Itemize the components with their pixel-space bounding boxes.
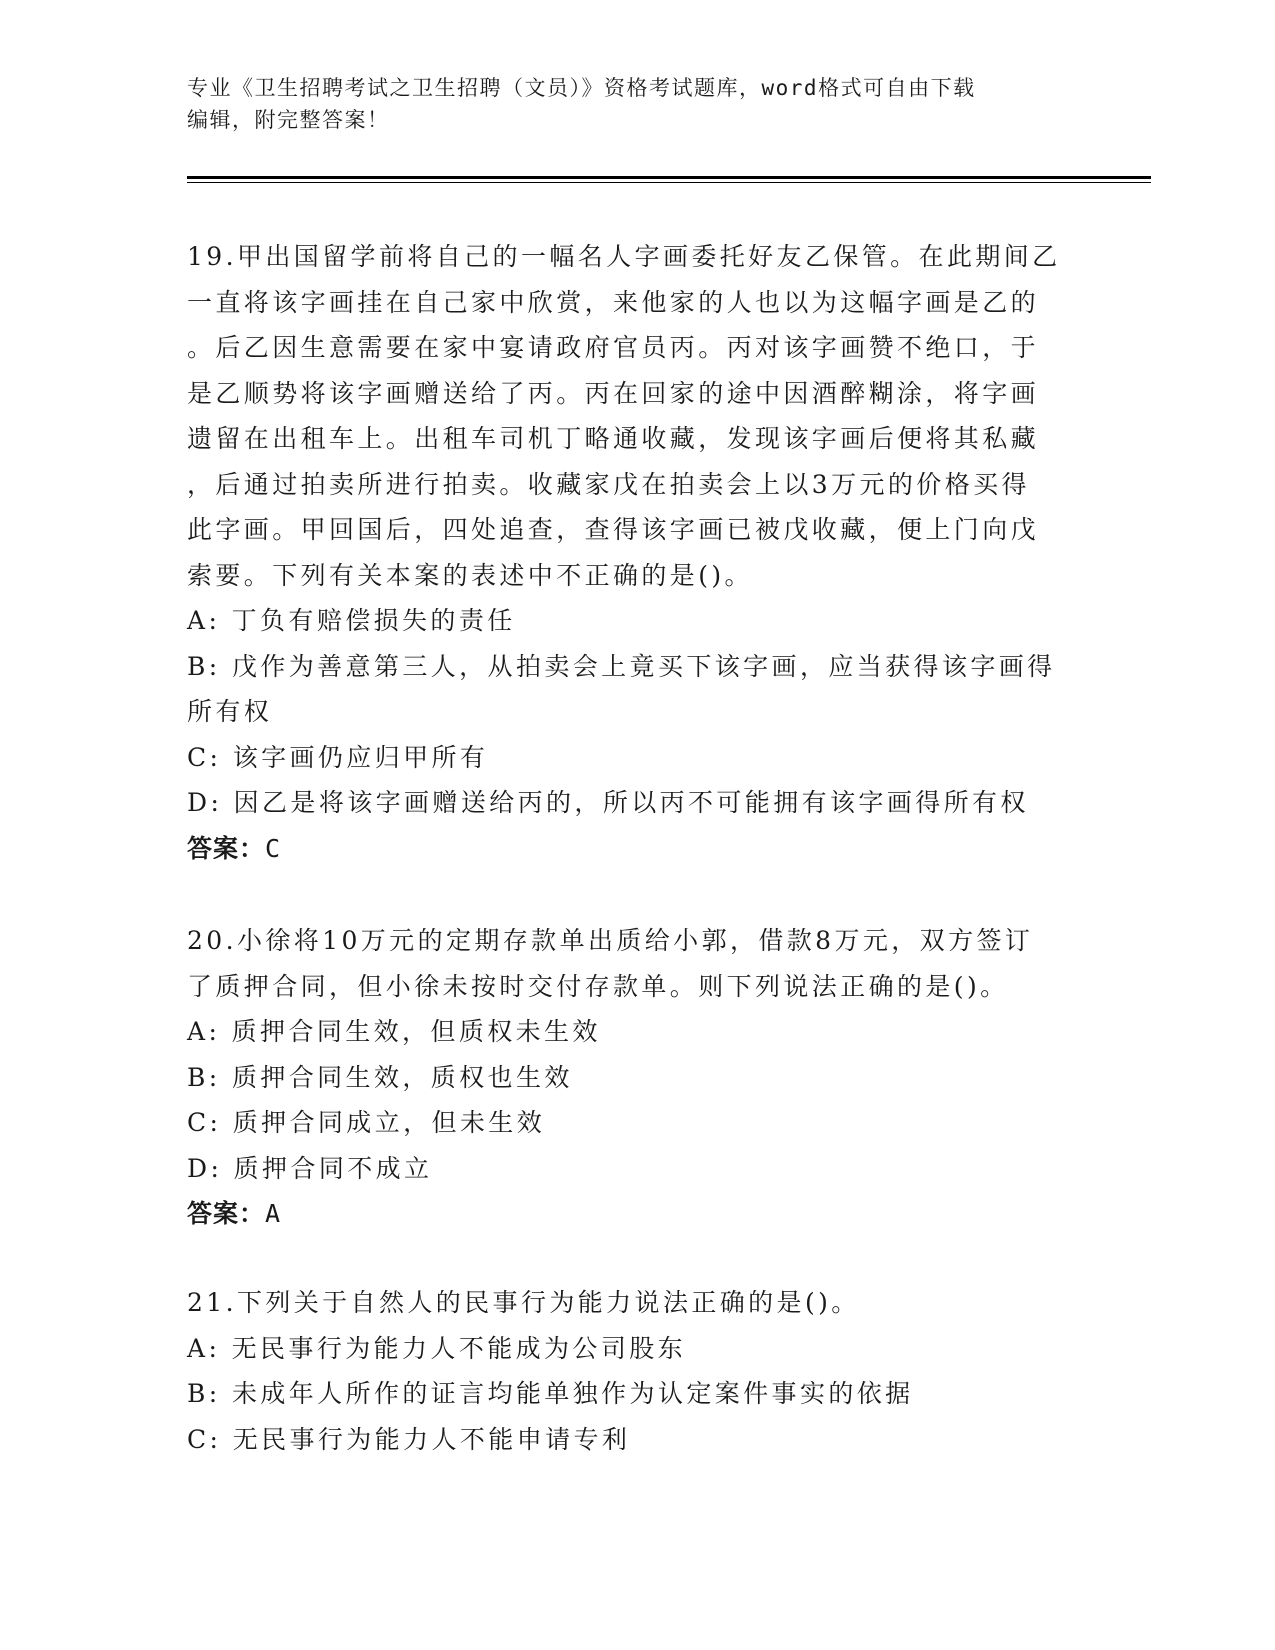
document-header (187, 72, 1067, 136)
option-b: B: 未成年人所作的证言均能单独作为认定案件事实的依据 (187, 1379, 914, 1408)
answer-label: 答案： (187, 833, 266, 863)
answer-line (187, 826, 1087, 872)
question-stem-line: 是乙顺势将该字画赠送给了丙。丙在回家的途中因酒醉糊涂，将字画 (187, 378, 1040, 408)
question-stem-line: 索要。下列有关本案的表述中不正确的是()。 (187, 560, 753, 590)
option-b: B: 戊作为善意第三人，从拍卖会上竟买下该字画，应当获得该字画得 (187, 651, 1056, 681)
answer-line (187, 1191, 1087, 1237)
option-a: A: 质押合同生效，但质权未生效 (187, 1017, 601, 1046)
option-c: C: 该字画仍应归甲所有 (187, 742, 489, 772)
answer-value: C (265, 833, 282, 863)
header-divider (187, 176, 1151, 179)
option-a: A: 丁负有赔偿损失的责任 (187, 606, 516, 635)
question-21 (187, 1280, 1087, 1462)
option-a: A: 无民事行为能力人不能成为公司股东 (187, 1333, 687, 1363)
option-c: C: 无民事行为能力人不能申请专利 (187, 1424, 631, 1454)
answer-value: A (265, 1199, 282, 1228)
option-c: C: 质押合同成立，但未生效 (187, 1108, 546, 1137)
question-stem-line: 一直将该字画挂在自己家中欣赏，来他家的人也以为这幅字画是乙的 (187, 287, 1040, 317)
header-line: 专业《卫生招聘考试之卫生招聘（文员）》资格考试题库，word格式可自由下载 (187, 76, 976, 100)
header-divider-thin (187, 182, 1151, 183)
answer-label: 答案： (187, 1199, 266, 1228)
header-line: 编辑，附完整答案！ (187, 108, 390, 132)
question-stem-line: 19.甲出国留学前将自己的一幅名人字画委托好友乙保管。在此期间乙 (187, 242, 1061, 271)
question-stem-line: 。后乙因生意需要在家中宴请政府官员丙。丙对该字画赞不绝口，于 (187, 333, 1040, 362)
question-stem-line: 21.下列关于自然人的民事行为能力说法正确的是()。 (187, 1288, 860, 1317)
question-stem-line: 20.小徐将10万元的定期存款单出质给小郭，借款8万元，双方签订 (187, 926, 1034, 955)
option-b: B: 质押合同生效，质权也生效 (187, 1062, 573, 1092)
question-19 (187, 234, 1087, 871)
question-stem-line: 遗留在出租车上。出租车司机丁略通收藏，发现该字画后便将其私藏 (187, 424, 1040, 453)
option-d: D: 因乙是将该字画赠送给丙的，所以丙不可能拥有该字画得所有权 (187, 788, 1029, 817)
option-d: D: 质押合同不成立 (187, 1153, 433, 1183)
question-20 (187, 918, 1087, 1237)
question-stem-line: ，后通过拍卖所进行拍卖。收藏家戊在拍卖会上以3万元的价格买得 (187, 469, 1030, 499)
question-stem-line: 了质押合同，但小徐未按时交付存款单。则下列说法正确的是()。 (187, 971, 1009, 1001)
question-stem-line: 此字画。甲回国后，四处追查，查得该字画已被戊收藏，便上门向戊 (187, 515, 1040, 544)
option-b-continued: 所有权 (187, 697, 273, 726)
